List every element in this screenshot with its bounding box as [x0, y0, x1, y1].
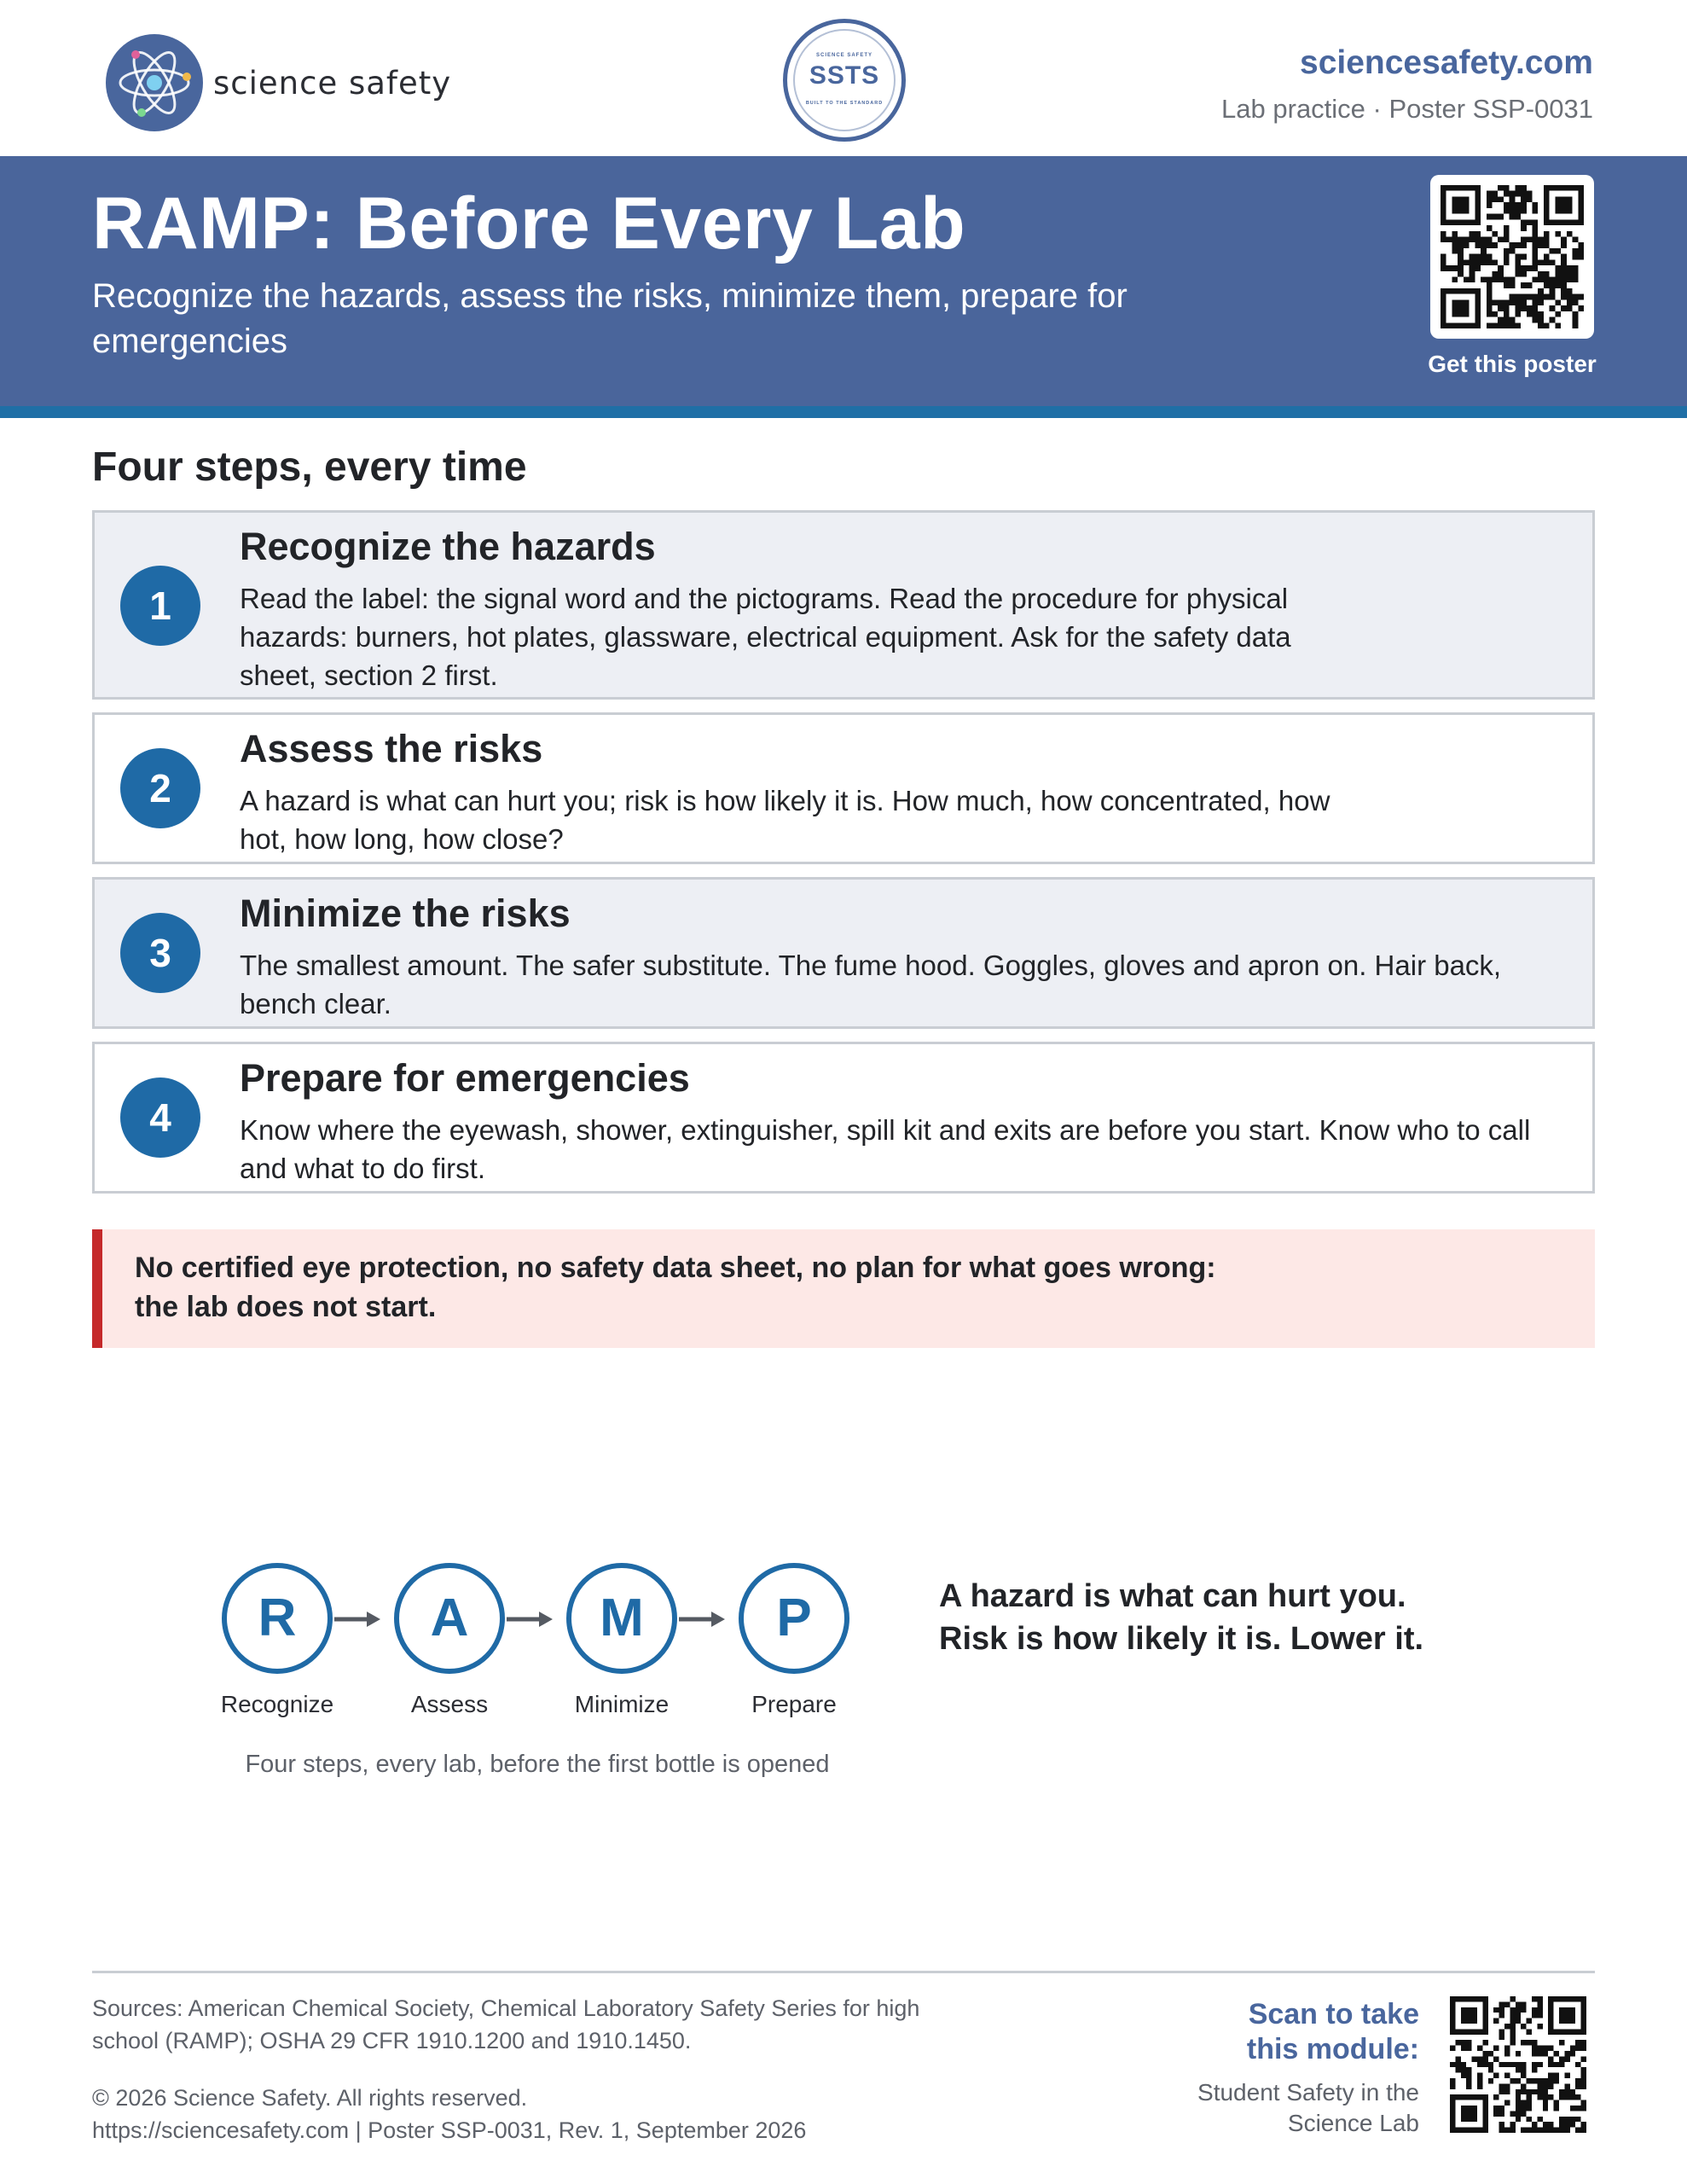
alert-line-1: No certified eye protection, no safety data sheet, no plan for what goes wrong: — [135, 1252, 1216, 1284]
poster-meta: Lab practice · Poster SSP-0031 — [1221, 94, 1593, 124]
stop-alert — [92, 1229, 1595, 1348]
step-title: Prepare for emergencies — [240, 1056, 690, 1100]
step-description: Read the label: the signal word and the pictograms. Read the procedure for physical hazards: burners, hot plates, glassware, electrical equipment. Ask for the safety data sheet, section 2 first. — [240, 583, 1291, 691]
seal-bottom-text: BUILT TO THE STANDARD — [805, 101, 884, 106]
scan-module-prompt — [1078, 1997, 1419, 2139]
scan-title-line-1: Scan to take — [1248, 1998, 1419, 2030]
seal-inner-ring — [793, 29, 896, 131]
ramp-label-recognize: Recognize — [220, 1691, 334, 1717]
qr-code-icon — [1441, 185, 1584, 328]
quote-line-1: A hazard is what can hurt you. — [939, 1578, 1406, 1614]
seal-top-text: SCIENCE SAFETY — [815, 53, 872, 58]
seal-badge — [783, 19, 906, 142]
atom-logo-icon — [106, 34, 203, 131]
step-description: The smallest amount. The safer substitute. The fume hood. Goggles, gloves and apron on. Hair back, bench clear. — [240, 950, 1502, 1019]
module-name — [1078, 2077, 1419, 2139]
qr-code-icon — [1450, 1996, 1586, 2133]
quote-line-2: Risk is how likely it is. Lower it. — [939, 1621, 1424, 1657]
seal-main-text: SSTS — [809, 61, 880, 90]
step-description: Know where the eyewash, shower, extinguisher, spill kit and exits are before you start. Know who to call and what to do first. — [240, 1114, 1531, 1184]
ramp-circle-a: A — [394, 1563, 505, 1674]
page-title: RAMP: Before Every Lab — [92, 183, 966, 264]
copyright-text: © 2026 Science Safety. All rights reserved. — [92, 2085, 528, 2111]
step-number-badge: 3 — [120, 913, 200, 993]
step-title: Assess the risks — [240, 727, 543, 770]
footer-divider — [92, 1971, 1595, 1973]
ramp-label-minimize: Minimize — [574, 1691, 670, 1717]
step-card-minimize — [92, 877, 1595, 1029]
step-number-badge: 4 — [120, 1077, 200, 1158]
site-link[interactable]: sciencesafety.com — [1300, 44, 1593, 81]
brand-logo[interactable] — [106, 34, 451, 131]
module-name-line-1: Student Safety in the — [1197, 2079, 1419, 2106]
arrow-right-icon — [334, 1609, 380, 1629]
arrow-right-icon — [679, 1609, 725, 1629]
scan-title — [1078, 1997, 1419, 2067]
step-card-prepare — [92, 1042, 1595, 1194]
step-card-recognize — [92, 510, 1595, 700]
qr-caption: Get this poster — [1428, 351, 1597, 377]
step-description: A hazard is what can hurt you; risk is how likely it is. How much, how concentrated, how hot, how long, how close? — [240, 785, 1330, 855]
ramp-caption: Four steps, every lab, before the first bottle is opened — [245, 1751, 830, 1778]
step-number-badge: 1 — [120, 566, 200, 646]
qr-modules — [1450, 1996, 1586, 2133]
step-number-badge: 2 — [120, 748, 200, 828]
sources-text — [92, 1992, 1013, 2057]
module-qr-code[interactable] — [1450, 1996, 1586, 2133]
qr-modules — [1441, 185, 1584, 328]
ramp-circle-m: M — [566, 1563, 677, 1674]
hazard-risk-quote — [939, 1575, 1536, 1660]
module-name-line-2: Science Lab — [1287, 2110, 1419, 2136]
sources-line-1: Sources: American Chemical Society, Chemical Laboratory Safety Series for high — [92, 1995, 920, 2021]
ramp-label-assess: Assess — [410, 1691, 489, 1717]
steps-list — [92, 510, 1595, 1206]
ramp-diagram — [205, 1558, 887, 1814]
scan-title-line-2: this module: — [1246, 2033, 1419, 2065]
steps-heading: Four steps, every time — [92, 444, 527, 490]
poster-qr-code[interactable] — [1430, 175, 1594, 339]
top-header — [0, 0, 1687, 155]
copyright-block — [92, 2082, 1030, 2146]
ramp-label-prepare: Prepare — [751, 1691, 837, 1717]
alert-text — [135, 1248, 1329, 1327]
ramp-circle-p: P — [739, 1563, 849, 1674]
brand-name: science safety — [213, 64, 452, 102]
banner-accent-stripe — [0, 406, 1687, 418]
step-title: Recognize the hazards — [240, 525, 656, 568]
alert-line-2: the lab does not start. — [135, 1291, 437, 1323]
arrow-right-icon — [507, 1609, 553, 1629]
ramp-circle-r: R — [222, 1563, 333, 1674]
sources-line-2: school (RAMP); OSHA 29 CFR 1910.1200 and 1910.1450. — [92, 2028, 692, 2053]
title-banner — [0, 156, 1687, 406]
poster-revision-link[interactable]: https://sciencesafety.com | Poster SSP-0031, Rev. 1, September 2026 — [92, 2117, 807, 2143]
page-subtitle: Recognize the hazards, assess the risks, minimize them, prepare for emergencies — [92, 277, 1128, 360]
step-card-assess — [92, 712, 1595, 864]
step-title: Minimize the risks — [240, 892, 571, 935]
